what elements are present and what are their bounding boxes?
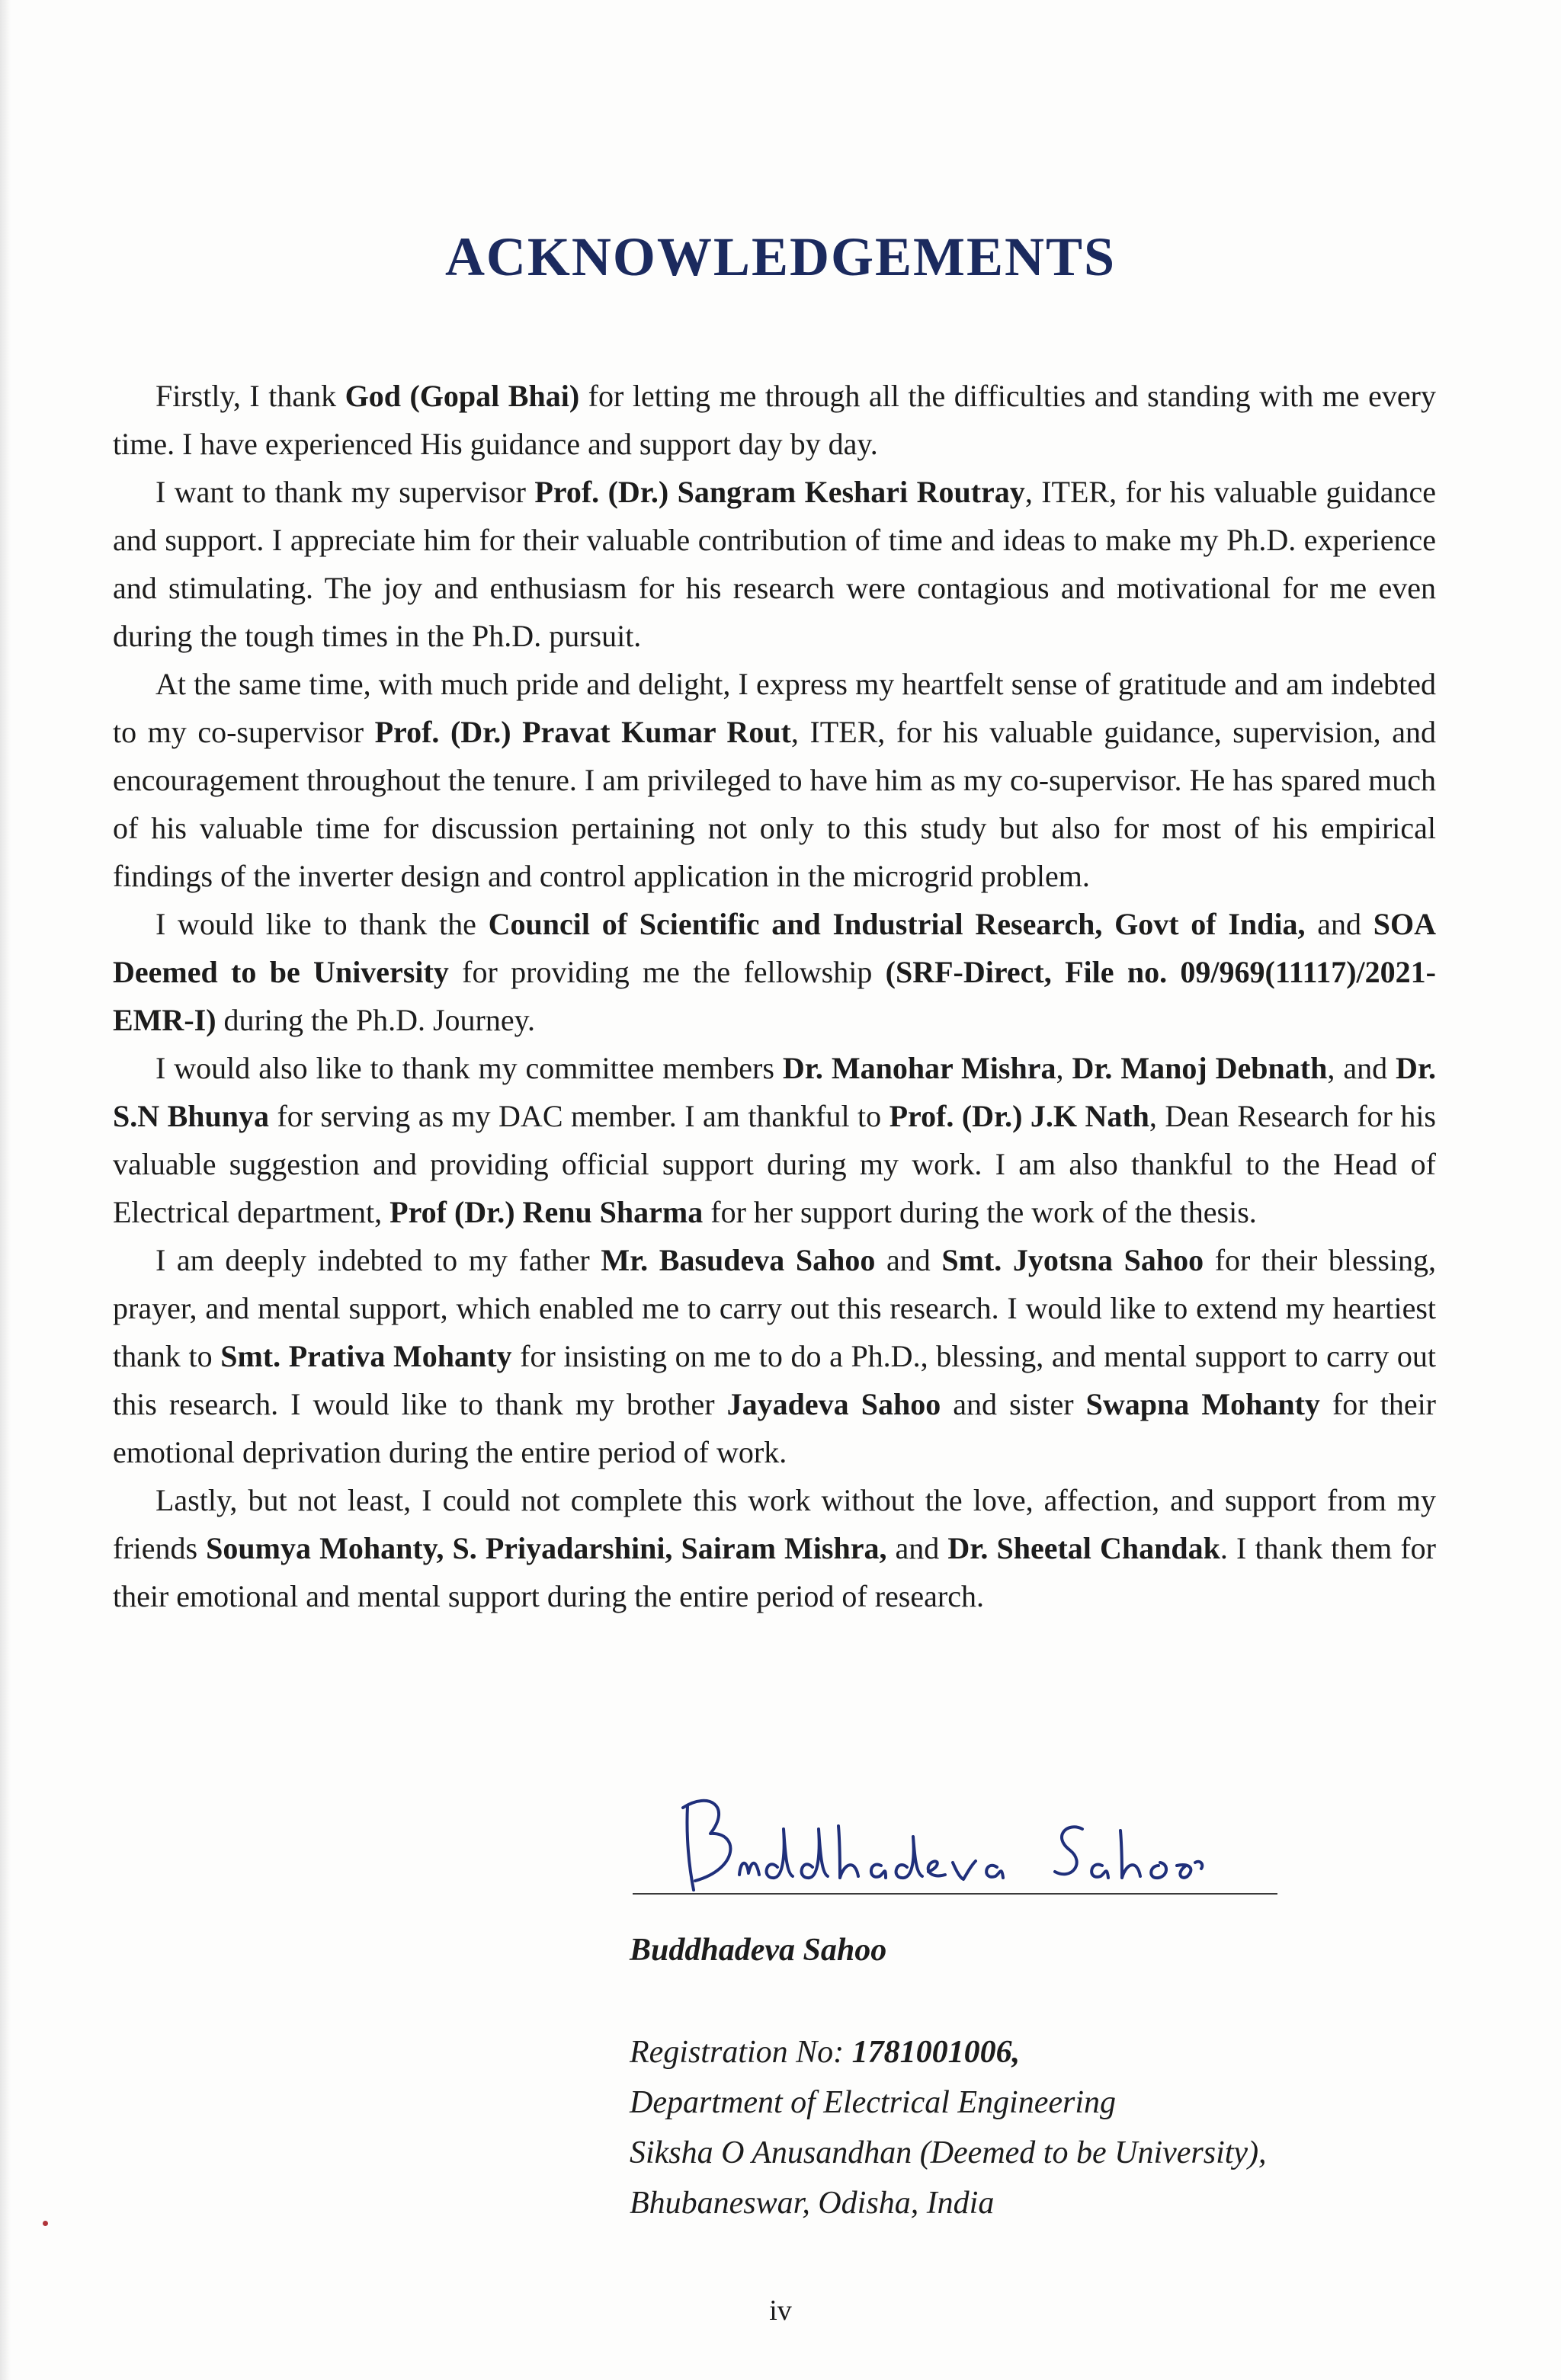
acknowledgement-paragraph [113, 468, 1436, 660]
location-line: Bhubaneswar, Odisha, India [630, 2186, 995, 2221]
page-title: ACKNOWLEDGEMENTS [444, 226, 1117, 287]
acknowledgement-paragraph [113, 1476, 1436, 1620]
paragraph-text: for serving as my DAC member. I am thankful to [269, 1099, 889, 1133]
paragraph-text: At the same time, with much pride and delight, I express my heartfelt sense of gratitude and am indebted to my co-supervisor [113, 667, 1436, 749]
signature-line [633, 1893, 1277, 1895]
paragraph-text: , [1056, 1051, 1072, 1085]
paragraph-text: for providing me the fellowship [448, 955, 886, 989]
bold-name: Jayadeva Sahoo [726, 1387, 941, 1421]
paragraph-text: I am deeply indebted to my father [155, 1243, 601, 1277]
paragraph-text: I would also like to thank my committee members [155, 1051, 783, 1085]
paragraph-text: Lastly, but not least, I could not complete this work without the love, affection, and support from my friends [113, 1483, 1436, 1565]
paragraph-text: for letting me through all the difficulties and standing with me every time. I have experienced His guidance and support day by day. [113, 379, 1436, 461]
paragraph-text: I would like to thank the [155, 907, 489, 941]
page-number: iv [769, 2295, 792, 2327]
paragraph-text: . I thank them for their emotional and mental support during the entire period of research. [113, 1531, 1437, 1613]
bold-name: Dr. Sheetal Chandak [947, 1531, 1220, 1565]
bold-name: Prof (Dr.) Renu Sharma [389, 1195, 704, 1229]
acknowledgement-paragraph [113, 660, 1436, 900]
paragraph-text: , ITER, for his valuable guidance and support. I appreciate him for their valuable contribution of time and ideas to make my Ph.D. experience and stimulating. The joy and enthusiasm for his research were contagious and motivational for me even during the tough times in the Ph.D. pursuit. [113, 475, 1436, 653]
ink-dot [43, 2221, 48, 2226]
paragraph-text: during the Ph.D. Journey. [216, 1003, 536, 1037]
bold-name: Swapna Mohanty [1085, 1387, 1320, 1421]
acknowledgement-paragraph [113, 1236, 1436, 1476]
paragraph-text: for their blessing, prayer, and mental support, which enabled me to carry out this research. I would like to extend my heartiest thank to [113, 1243, 1437, 1373]
bold-name: (SRF-Direct, File no. 09/969(11117)/2021-EMR-I) [113, 955, 1436, 1037]
acknowledgement-paragraph [113, 900, 1436, 1044]
bold-name: Dr. Manohar Mishra [782, 1051, 1056, 1085]
author-block [630, 1925, 1267, 2228]
author-name: Buddhadeva Sahoo [630, 1933, 887, 1968]
registration-label: Registration No: [630, 2035, 852, 2070]
paragraph-text: I want to thank my supervisor [155, 475, 535, 509]
paragraph-text: and sister [941, 1387, 1086, 1421]
acknowledgement-paragraph [113, 372, 1436, 468]
bold-name: Smt. Jyotsna Sahoo [941, 1243, 1204, 1277]
signature-image [625, 1783, 1296, 1905]
bold-name: SOA Deemed to be University [113, 907, 1436, 989]
page-edge-shadow [0, 0, 11, 2380]
paragraph-text: Firstly, I thank [155, 379, 345, 413]
paragraph-text: for insisting on me to do a Ph.D., blessing, and mental support to carry out this research. I would like to thank my brother [113, 1339, 1436, 1421]
paragraph-text: , Dean Research for his valuable suggestion and providing official support during my work. I am also thankful to the Head of Electrical department, [113, 1099, 1436, 1229]
handwritten-signature [625, 1783, 1296, 1905]
acknowledgement-paragraph [113, 1044, 1436, 1236]
bold-name: Smt. Prativa Mohanty [220, 1339, 512, 1373]
bold-name: Prof. (Dr.) Sangram Keshari Routray [534, 475, 1025, 509]
registration-line [630, 2027, 1267, 2077]
paragraph-text: , and [1327, 1051, 1396, 1085]
bold-name: Prof. (Dr.) Pravat Kumar Rout [374, 715, 791, 749]
bold-name: Mr. Basudeva Sahoo [601, 1243, 876, 1277]
bold-name: Prof. (Dr.) J.K Nath [889, 1099, 1149, 1133]
bold-name: God (Gopal Bhai) [345, 379, 580, 413]
paragraph-text: and [886, 1531, 948, 1565]
paragraph-text: , ITER, for his valuable guidance, supervision, and encouragement throughout the tenure. I am privileged to have him as my co-supervisor. He has spared much of his valuable time for discussion pertaining not only to this study but also for most of his empirical findings of the inverter design and control application in the microgrid problem. [113, 715, 1436, 893]
paragraph-text: and [875, 1243, 942, 1277]
paragraph-text: for her support during the work of the thesis. [703, 1195, 1257, 1229]
bold-name: Dr. Manoj Debnath [1072, 1051, 1328, 1085]
paragraph-text: for their emotional deprivation during the entire period of work. [113, 1387, 1437, 1469]
registration-number: 1781001006, [851, 2035, 1021, 2070]
university-line: Siksha O Anusandhan (Deemed to be University), [630, 2135, 1267, 2170]
bold-name: Dr. S.N Bhunya [113, 1051, 1436, 1133]
paragraph-text: and [1305, 907, 1373, 941]
acknowledgement-body [113, 372, 1436, 1620]
bold-name: Soumya Mohanty, S. Priyadarshini, Sairam Mishra, [206, 1531, 887, 1565]
department-line: Department of Electrical Engineering [630, 2085, 1117, 2120]
bold-name: Council of Scientific and Industrial Research, Govt of India, [488, 907, 1306, 941]
